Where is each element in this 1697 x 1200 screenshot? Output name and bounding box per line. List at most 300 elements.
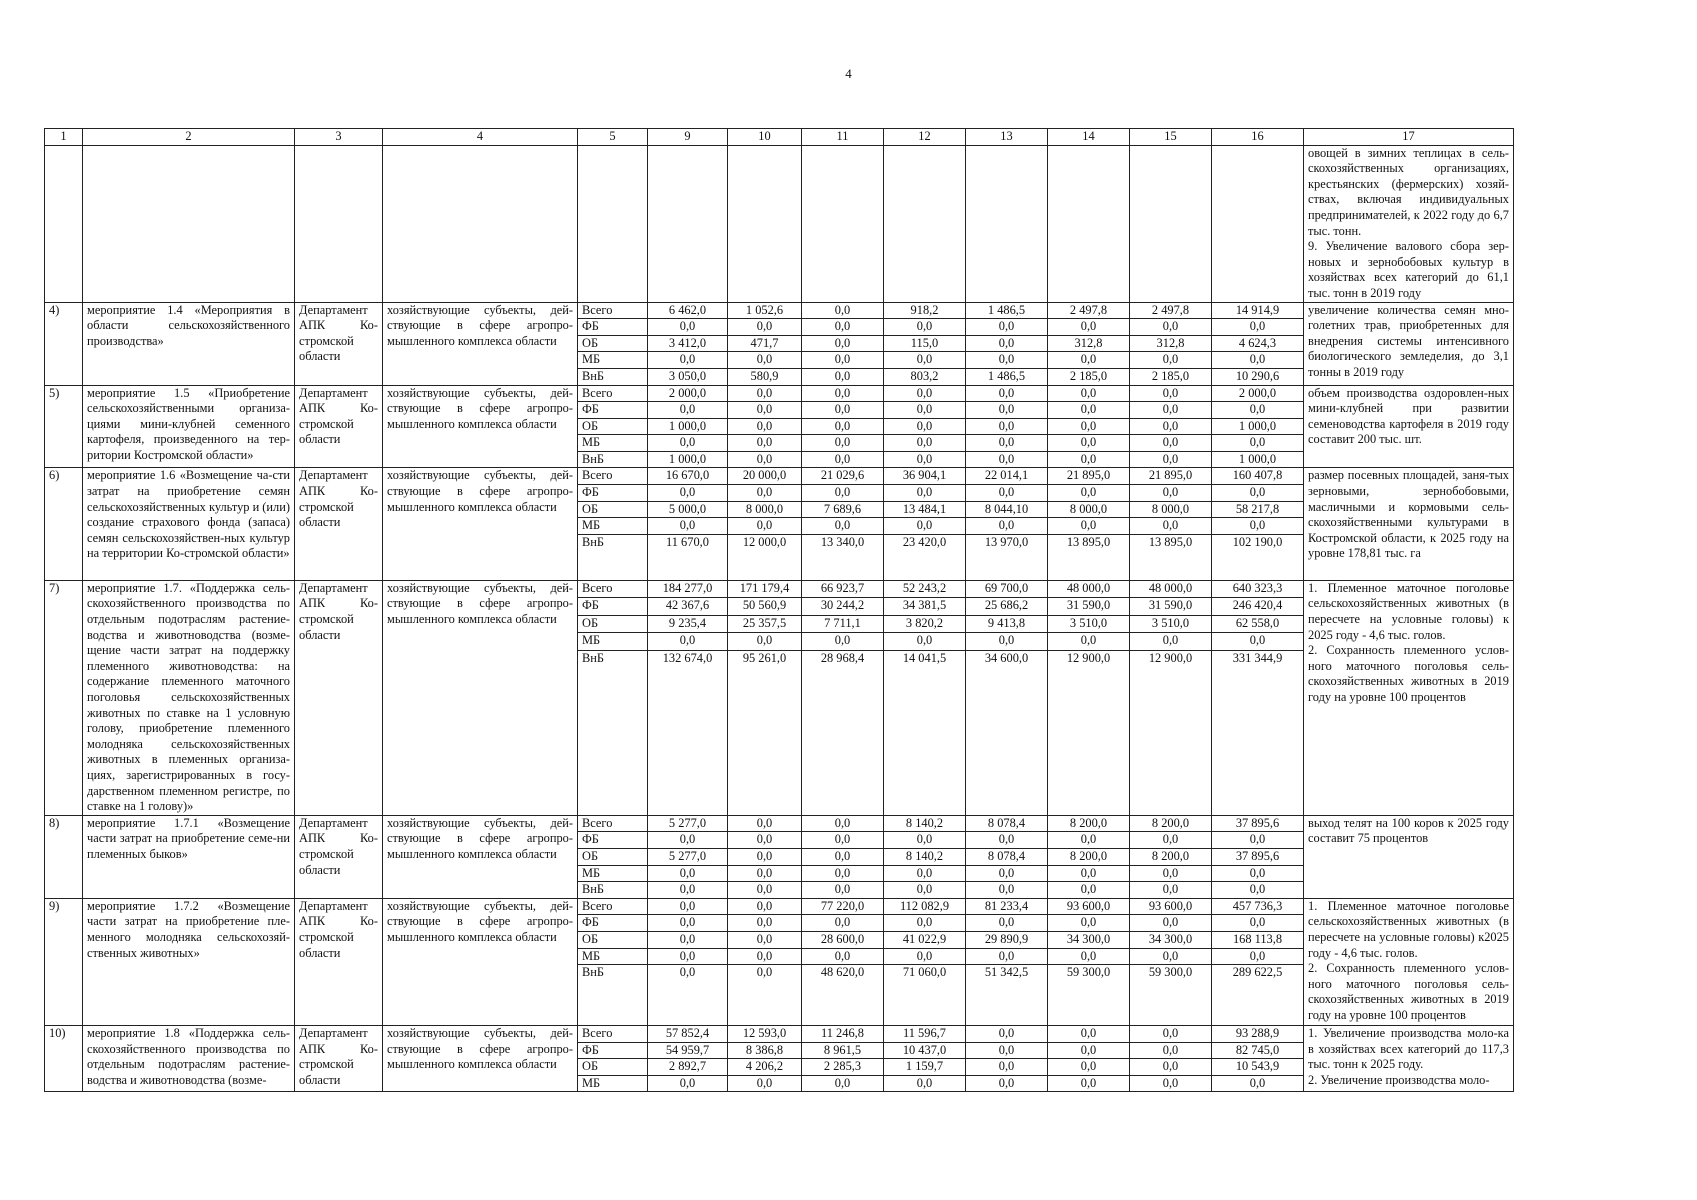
- measure-participants: хозяйствующие субъекты, дей-ствующие в сфере агропро-мышленного комплекса области: [383, 815, 578, 898]
- amount-cell: 0,0: [802, 368, 884, 385]
- amount-cell: 8 078,4: [966, 815, 1048, 832]
- column-header: 1: [45, 129, 83, 146]
- measure-executor: Департамент АПК Ко-стромской области: [295, 815, 383, 898]
- amount-cell: 0,0: [802, 815, 884, 832]
- amount-cell: 0,0: [1048, 832, 1130, 849]
- amount-cell: 11 670,0: [648, 534, 728, 580]
- amount-cell: 0,0: [648, 319, 728, 336]
- measure-participants: хозяйствующие субъекты, дей-ствующие в сфере агропро-мышленного комплекса области: [383, 580, 578, 815]
- amount-cell: 0,0: [1048, 882, 1130, 899]
- amount-cell: 9 413,8: [966, 615, 1048, 633]
- continuation-result: овощей в зимних теплицах в сель-скохозяйственных организациях, крестьянских (фермерских) хозяй-ствах, включая индивидуальных предпринимателей, к 2022 году до 6,7 тыс. тонн. 9. Увеличение валового сбора зер-новых и зернобобовых культур в хозяйствах всех категорий до 61,1 тыс. тонн в 2019 году: [1304, 145, 1514, 302]
- amount-cell: 0,0: [802, 335, 884, 352]
- amount-cell: 0,0: [1212, 865, 1304, 882]
- table-body: [45, 145, 1514, 1092]
- amount-cell: 0,0: [966, 832, 1048, 849]
- funding-source: МБ: [578, 865, 648, 882]
- amount-cell: 0,0: [1048, 451, 1130, 468]
- amount-cell: 0,0: [884, 451, 966, 468]
- amount-cell: 0,0: [1048, 865, 1130, 882]
- amount-cell: 3 412,0: [648, 335, 728, 352]
- amount-cell: 0,0: [728, 352, 802, 369]
- amount-cell: 21 895,0: [1130, 468, 1212, 485]
- amount-cell: 0,0: [648, 1075, 728, 1092]
- amount-cell: 0,0: [1212, 319, 1304, 336]
- amount-cell: 0,0: [966, 948, 1048, 965]
- amount-cell: 69 700,0: [966, 580, 1048, 598]
- measure-result: 1. Увеличение производства моло-ка в хозяйствах всех категорий до 117,3 тыс. тонн к 2025 году. 2. Увеличение производства моло-: [1304, 1026, 1514, 1092]
- measure-executor: Департамент АПК Ко-стромской области: [295, 302, 383, 385]
- amount-cell: 112 082,9: [884, 898, 966, 915]
- amount-cell: 8 140,2: [884, 815, 966, 832]
- column-header: 16: [1212, 129, 1304, 146]
- amount-cell: 29 890,9: [966, 931, 1048, 948]
- amount-cell: 59 300,0: [1130, 965, 1212, 1026]
- amount-cell: 13 895,0: [1048, 534, 1130, 580]
- amount-cell: 2 497,8: [1048, 302, 1130, 319]
- amount-cell: 1 000,0: [1212, 451, 1304, 468]
- amount-cell: 0,0: [1048, 915, 1130, 932]
- amount-cell: 0,0: [728, 518, 802, 535]
- amount-cell: 0,0: [1130, 385, 1212, 402]
- amount-cell: 0,0: [884, 319, 966, 336]
- amount-cell: 0,0: [802, 451, 884, 468]
- amount-cell: 7 711,1: [802, 615, 884, 633]
- funding-source: Всего: [578, 1026, 648, 1043]
- amount-cell: 0,0: [1130, 832, 1212, 849]
- amount-cell: 21 895,0: [1048, 468, 1130, 485]
- funding-row: [45, 1026, 1514, 1043]
- amount-cell: 31 590,0: [1130, 598, 1212, 616]
- amount-cell: 0,0: [1048, 435, 1130, 452]
- measure-result: выход телят на 100 коров к 2025 году составит 75 процентов: [1304, 815, 1514, 898]
- amount-cell: 0,0: [1130, 319, 1212, 336]
- amount-cell: 8 200,0: [1048, 848, 1130, 865]
- measure-participants: хозяйствующие субъекты, дей-ствующие в сфере агропро-мышленного комплекса области: [383, 385, 578, 468]
- amount-cell: 0,0: [884, 882, 966, 899]
- funding-source: ВнБ: [578, 882, 648, 899]
- amount-cell: 0,0: [648, 931, 728, 948]
- amount-cell: 8 044,10: [966, 501, 1048, 518]
- column-header: 15: [1130, 129, 1212, 146]
- amount-cell: 8 000,0: [728, 501, 802, 518]
- amount-cell: 28 600,0: [802, 931, 884, 948]
- funding-source: ФБ: [578, 598, 648, 616]
- amount-cell: 0,0: [648, 435, 728, 452]
- amount-cell: 312,8: [1130, 335, 1212, 352]
- amount-cell: 0,0: [728, 865, 802, 882]
- amount-cell: 12 900,0: [1130, 650, 1212, 815]
- amount-cell: 0,0: [966, 418, 1048, 435]
- column-header: 2: [83, 129, 295, 146]
- amount-cell: 66 923,7: [802, 580, 884, 598]
- amount-cell: 0,0: [966, 402, 1048, 419]
- funding-source: ФБ: [578, 485, 648, 502]
- funding-source: Всего: [578, 468, 648, 485]
- funding-source: ФБ: [578, 1042, 648, 1059]
- amount-cell: 471,7: [728, 335, 802, 352]
- measure-description: мероприятие 1.7. «Поддержка сель-скохозяйственного производства по отдельным подотраслям растение-водства и животноводства (возме-щение части затрат на поддержку племенного животноводства: на содержание племенного маточного поголовья сельскохозяйственных животных по ставке на 1 условную голову, приобретение племенного молодняка сельскохозяйственных животных в племенных организа-циях, зарегистрированных в госу-дарственном племенном регистре, по ставке на 1 голову)»: [83, 580, 295, 815]
- amount-cell: 0,0: [802, 633, 884, 651]
- funding-source: Всего: [578, 385, 648, 402]
- measure-result: размер посевных площадей, заня-тых зерновыми, зернобобовыми, масличными и кормовыми сель-скохозяйственными культурами в Костромской области, к 2025 году на уровне 178,81 тыс. га: [1304, 468, 1514, 580]
- amount-cell: 51 342,5: [966, 965, 1048, 1026]
- funding-source: ОБ: [578, 501, 648, 518]
- amount-cell: 1 052,6: [728, 302, 802, 319]
- amount-cell: 0,0: [1212, 518, 1304, 535]
- amount-cell: 0,0: [1212, 948, 1304, 965]
- measure-result: 1. Племенное маточное поголовье сельскохозяйственных животных (в пересчете на условные головы) к2025 году - 4,6 тыс. голов. 2. Сохранность племенного услов-ного маточного поголовья сель-скохозяйственных животных в 2019 году на уровне 100 процентов: [1304, 898, 1514, 1025]
- amount-cell: 12 000,0: [728, 534, 802, 580]
- measure-number: 5): [45, 385, 83, 468]
- amount-cell: 0,0: [1130, 435, 1212, 452]
- amount-cell: 8 000,0: [1048, 501, 1130, 518]
- amount-cell: 0,0: [1212, 1075, 1304, 1092]
- measure-executor: Департамент АПК Ко-стромской области: [295, 468, 383, 580]
- amount-cell: 37 895,6: [1212, 815, 1304, 832]
- amount-cell: 10 437,0: [884, 1042, 966, 1059]
- funding-table: [44, 128, 1514, 1092]
- amount-cell: 52 243,2: [884, 580, 966, 598]
- amount-cell: 25 357,5: [728, 615, 802, 633]
- funding-source: ФБ: [578, 832, 648, 849]
- amount-cell: 0,0: [966, 485, 1048, 502]
- funding-source: Всего: [578, 580, 648, 598]
- amount-cell: 0,0: [1048, 948, 1130, 965]
- amount-cell: 4 206,2: [728, 1059, 802, 1076]
- amount-cell: 48 620,0: [802, 965, 884, 1026]
- measure-executor: Департамент АПК Ко-стромской области: [295, 385, 383, 468]
- amount-cell: 8 961,5: [802, 1042, 884, 1059]
- amount-cell: 2 000,0: [648, 385, 728, 402]
- amount-cell: 0,0: [884, 948, 966, 965]
- amount-cell: 0,0: [648, 882, 728, 899]
- column-header: 5: [578, 129, 648, 146]
- amount-cell: 8 200,0: [1130, 815, 1212, 832]
- measure-description: мероприятие 1.6 «Возмещение ча-сти затрат на приобретение семян сельскохозяйственных культур и (или) создание страхового фонда (запаса) семян сельскохозяйствен-ных культур на территории Ко-стромской области»: [83, 468, 295, 580]
- amount-cell: 0,0: [728, 931, 802, 948]
- amount-cell: 0,0: [1212, 435, 1304, 452]
- amount-cell: 0,0: [966, 915, 1048, 932]
- amount-cell: 0,0: [1130, 915, 1212, 932]
- amount-cell: 0,0: [884, 915, 966, 932]
- amount-cell: 0,0: [728, 915, 802, 932]
- amount-cell: 59 300,0: [1048, 965, 1130, 1026]
- amount-cell: 81 233,4: [966, 898, 1048, 915]
- measure-participants: хозяйствующие субъекты, дей-ствующие в сфере агропро-мышленного комплекса области: [383, 468, 578, 580]
- amount-cell: 0,0: [1130, 882, 1212, 899]
- amount-cell: 0,0: [728, 485, 802, 502]
- measure-number: 6): [45, 468, 83, 580]
- amount-cell: 0,0: [884, 832, 966, 849]
- amount-cell: 54 959,7: [648, 1042, 728, 1059]
- amount-cell: 0,0: [728, 402, 802, 419]
- funding-row: [45, 302, 1514, 319]
- measure-result: увеличение количества семян мно-голетних трав, приобретенных для внедрения системы интенсивного биологического земледелия, до 3,1 тонны в 2019 году: [1304, 302, 1514, 385]
- amount-cell: 34 381,5: [884, 598, 966, 616]
- funding-source: МБ: [578, 352, 648, 369]
- amount-cell: 0,0: [966, 335, 1048, 352]
- amount-cell: 0,0: [966, 865, 1048, 882]
- amount-cell: 0,0: [1130, 865, 1212, 882]
- amount-cell: 1 000,0: [648, 418, 728, 435]
- amount-cell: 0,0: [884, 385, 966, 402]
- amount-cell: 93 288,9: [1212, 1026, 1304, 1043]
- amount-cell: 102 190,0: [1212, 534, 1304, 580]
- amount-cell: 42 367,6: [648, 598, 728, 616]
- amount-cell: 246 420,4: [1212, 598, 1304, 616]
- amount-cell: 0,0: [802, 865, 884, 882]
- column-header: 4: [383, 129, 578, 146]
- amount-cell: 12 900,0: [1048, 650, 1130, 815]
- measure-description: мероприятие 1.8 «Поддержка сель-скохозяйственного производства по отдельным подотраслям растение-водства и животноводства (возме-: [83, 1026, 295, 1092]
- amount-cell: 184 277,0: [648, 580, 728, 598]
- amount-cell: 0,0: [648, 485, 728, 502]
- measure-executor: Департамент АПК Ко-стромской области: [295, 1026, 383, 1092]
- amount-cell: 48 000,0: [1048, 580, 1130, 598]
- amount-cell: 0,0: [1048, 418, 1130, 435]
- amount-cell: 4 624,3: [1212, 335, 1304, 352]
- amount-cell: 0,0: [648, 402, 728, 419]
- amount-cell: 77 220,0: [802, 898, 884, 915]
- amount-cell: 62 558,0: [1212, 615, 1304, 633]
- funding-source: МБ: [578, 633, 648, 651]
- amount-cell: 0,0: [648, 915, 728, 932]
- funding-source: ОБ: [578, 418, 648, 435]
- amount-cell: 0,0: [1048, 485, 1130, 502]
- amount-cell: 0,0: [1130, 948, 1212, 965]
- amount-cell: 0,0: [728, 319, 802, 336]
- amount-cell: 14 041,5: [884, 650, 966, 815]
- measure-number: 7): [45, 580, 83, 815]
- amount-cell: 16 670,0: [648, 468, 728, 485]
- amount-cell: 0,0: [1130, 402, 1212, 419]
- measure-description: мероприятие 1.5 «Приобретение сельскохозяйственными организа-циями мини-клубней семенного картофеля, произведенного на тер-ритории Костромской области»: [83, 385, 295, 468]
- amount-cell: 31 590,0: [1048, 598, 1130, 616]
- amount-cell: 11 246,8: [802, 1026, 884, 1043]
- amount-cell: 34 300,0: [1048, 931, 1130, 948]
- amount-cell: 0,0: [1212, 485, 1304, 502]
- amount-cell: 0,0: [802, 882, 884, 899]
- funding-row: [45, 385, 1514, 402]
- amount-cell: 13 970,0: [966, 534, 1048, 580]
- amount-cell: 0,0: [1130, 1042, 1212, 1059]
- amount-cell: 0,0: [802, 518, 884, 535]
- funding-row: [45, 898, 1514, 915]
- amount-cell: 0,0: [728, 385, 802, 402]
- amount-cell: 289 622,5: [1212, 965, 1304, 1026]
- amount-cell: 8 200,0: [1048, 815, 1130, 832]
- amount-cell: 0,0: [884, 865, 966, 882]
- amount-cell: 0,0: [884, 418, 966, 435]
- amount-cell: 2 892,7: [648, 1059, 728, 1076]
- measure-description: мероприятие 1.7.1 «Возмещение части затрат на приобретение семе-ни племенных быков»: [83, 815, 295, 898]
- amount-cell: 0,0: [884, 633, 966, 651]
- amount-cell: 0,0: [1048, 1042, 1130, 1059]
- amount-cell: 3 510,0: [1130, 615, 1212, 633]
- amount-cell: 8 078,4: [966, 848, 1048, 865]
- amount-cell: 3 820,2: [884, 615, 966, 633]
- funding-source: ОБ: [578, 848, 648, 865]
- amount-cell: 580,9: [728, 368, 802, 385]
- amount-cell: 0,0: [966, 518, 1048, 535]
- amount-cell: 0,0: [1212, 832, 1304, 849]
- amount-cell: 8 386,8: [728, 1042, 802, 1059]
- amount-cell: 0,0: [728, 898, 802, 915]
- amount-cell: 2 285,3: [802, 1059, 884, 1076]
- amount-cell: 58 217,8: [1212, 501, 1304, 518]
- measure-result: 1. Племенное маточное поголовье сельскохозяйственных животных (в пересчете на условные головы) к 2025 году - 4,6 тыс. голов. 2. Сохранность племенного услов-ного маточного поголовья сель-скохозяйственных животных в 2019 году на уровне 100 процентов: [1304, 580, 1514, 815]
- amount-cell: 93 600,0: [1130, 898, 1212, 915]
- funding-source: МБ: [578, 518, 648, 535]
- amount-cell: 82 745,0: [1212, 1042, 1304, 1059]
- measure-description: мероприятие 1.7.2 «Возмещение части затрат на приобретение пле-менного молодняка сельскохозяй-ственных животных»: [83, 898, 295, 1025]
- amount-cell: 0,0: [802, 832, 884, 849]
- amount-cell: 803,2: [884, 368, 966, 385]
- amount-cell: 0,0: [728, 882, 802, 899]
- amount-cell: 50 560,9: [728, 598, 802, 616]
- amount-cell: 0,0: [966, 1026, 1048, 1043]
- amount-cell: 1 000,0: [648, 451, 728, 468]
- amount-cell: 0,0: [884, 518, 966, 535]
- amount-cell: 23 420,0: [884, 534, 966, 580]
- amount-cell: 0,0: [802, 485, 884, 502]
- funding-source: ВнБ: [578, 650, 648, 815]
- amount-cell: 0,0: [648, 965, 728, 1026]
- amount-cell: 0,0: [728, 948, 802, 965]
- amount-cell: 0,0: [966, 1042, 1048, 1059]
- amount-cell: 10 543,9: [1212, 1059, 1304, 1076]
- amount-cell: 37 895,6: [1212, 848, 1304, 865]
- measure-description: мероприятие 1.4 «Мероприятия в области сельскохозяйственного производства»: [83, 302, 295, 385]
- amount-cell: 640 323,3: [1212, 580, 1304, 598]
- amount-cell: 0,0: [802, 435, 884, 452]
- column-header: 12: [884, 129, 966, 146]
- amount-cell: 132 674,0: [648, 650, 728, 815]
- amount-cell: 22 014,1: [966, 468, 1048, 485]
- measure-executor: Департамент АПК Ко-стромской области: [295, 580, 383, 815]
- amount-cell: 331 344,9: [1212, 650, 1304, 815]
- funding-source: МБ: [578, 435, 648, 452]
- amount-cell: 0,0: [1212, 633, 1304, 651]
- amount-cell: 13 484,1: [884, 501, 966, 518]
- column-number-row: [45, 129, 1514, 146]
- amount-cell: 25 686,2: [966, 598, 1048, 616]
- amount-cell: 312,8: [1048, 335, 1130, 352]
- amount-cell: 0,0: [728, 815, 802, 832]
- amount-cell: 95 261,0: [728, 650, 802, 815]
- amount-cell: 0,0: [966, 451, 1048, 468]
- amount-cell: 8 200,0: [1130, 848, 1212, 865]
- funding-source: ФБ: [578, 319, 648, 336]
- column-header: 10: [728, 129, 802, 146]
- column-header: 9: [648, 129, 728, 146]
- amount-cell: 0,0: [1130, 451, 1212, 468]
- amount-cell: 0,0: [966, 385, 1048, 402]
- amount-cell: 8 000,0: [1130, 501, 1212, 518]
- amount-cell: 1 486,5: [966, 368, 1048, 385]
- amount-cell: 0,0: [648, 352, 728, 369]
- amount-cell: 0,0: [966, 352, 1048, 369]
- amount-cell: 0,0: [802, 352, 884, 369]
- amount-cell: 12 593,0: [728, 1026, 802, 1043]
- amount-cell: 0,0: [802, 948, 884, 965]
- funding-source: Всего: [578, 302, 648, 319]
- amount-cell: 0,0: [1048, 518, 1130, 535]
- amount-cell: 0,0: [648, 518, 728, 535]
- amount-cell: 0,0: [802, 302, 884, 319]
- amount-cell: 36 904,1: [884, 468, 966, 485]
- amount-cell: 0,0: [884, 435, 966, 452]
- amount-cell: 34 300,0: [1130, 931, 1212, 948]
- amount-cell: 0,0: [1048, 352, 1130, 369]
- amount-cell: 0,0: [802, 1075, 884, 1092]
- amount-cell: 0,0: [1130, 1026, 1212, 1043]
- amount-cell: 8 140,2: [884, 848, 966, 865]
- amount-cell: 0,0: [648, 633, 728, 651]
- amount-cell: 93 600,0: [1048, 898, 1130, 915]
- funding-row: [45, 468, 1514, 485]
- amount-cell: 57 852,4: [648, 1026, 728, 1043]
- measure-participants: хозяйствующие субъекты, дей-ствующие в сфере агропро-мышленного комплекса области: [383, 898, 578, 1025]
- amount-cell: 0,0: [1130, 1075, 1212, 1092]
- measure-participants: хозяйствующие субъекты, дей-ствующие в сфере агропро-мышленного комплекса области: [383, 1026, 578, 1092]
- amount-cell: 20 000,0: [728, 468, 802, 485]
- amount-cell: 0,0: [1212, 352, 1304, 369]
- funding-source: ОБ: [578, 931, 648, 948]
- amount-cell: 10 290,6: [1212, 368, 1304, 385]
- column-header: 13: [966, 129, 1048, 146]
- amount-cell: 6 462,0: [648, 302, 728, 319]
- funding-source: МБ: [578, 1075, 648, 1092]
- amount-cell: 13 895,0: [1130, 534, 1212, 580]
- amount-cell: 0,0: [728, 848, 802, 865]
- amount-cell: 0,0: [728, 965, 802, 1026]
- amount-cell: 0,0: [1048, 319, 1130, 336]
- amount-cell: 2 185,0: [1130, 368, 1212, 385]
- amount-cell: 0,0: [802, 402, 884, 419]
- column-header: 3: [295, 129, 383, 146]
- column-header: 17: [1304, 129, 1514, 146]
- amount-cell: 0,0: [1130, 1059, 1212, 1076]
- page-number: 4: [845, 66, 852, 81]
- amount-cell: 0,0: [728, 1075, 802, 1092]
- amount-cell: 13 340,0: [802, 534, 884, 580]
- amount-cell: 5 277,0: [648, 848, 728, 865]
- funding-source: ОБ: [578, 1059, 648, 1076]
- amount-cell: 457 736,3: [1212, 898, 1304, 915]
- amount-cell: 9 235,4: [648, 615, 728, 633]
- amount-cell: 34 600,0: [966, 650, 1048, 815]
- amount-cell: 0,0: [802, 418, 884, 435]
- amount-cell: 0,0: [966, 435, 1048, 452]
- amount-cell: 0,0: [728, 435, 802, 452]
- amount-cell: 41 022,9: [884, 931, 966, 948]
- funding-source: Всего: [578, 898, 648, 915]
- amount-cell: 0,0: [966, 319, 1048, 336]
- amount-cell: 0,0: [802, 848, 884, 865]
- measure-executor: Департамент АПК Ко-стромской области: [295, 898, 383, 1025]
- amount-cell: 0,0: [728, 633, 802, 651]
- amount-cell: 7 689,6: [802, 501, 884, 518]
- amount-cell: 0,0: [648, 948, 728, 965]
- amount-cell: 2 497,8: [1130, 302, 1212, 319]
- amount-cell: 115,0: [884, 335, 966, 352]
- column-header: 11: [802, 129, 884, 146]
- measure-number: 8): [45, 815, 83, 898]
- amount-cell: 0,0: [966, 633, 1048, 651]
- amount-cell: 21 029,6: [802, 468, 884, 485]
